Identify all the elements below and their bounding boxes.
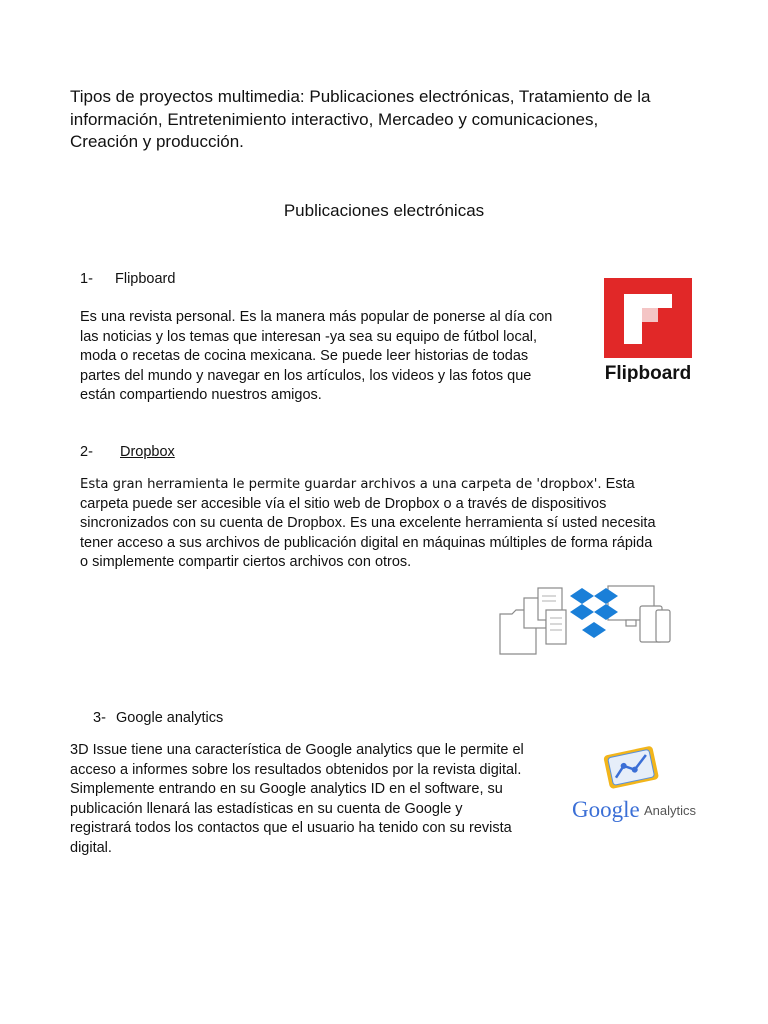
flipboard-logo-icon: [604, 278, 692, 382]
item-number: 1-: [80, 271, 93, 287]
dropbox-icon: [570, 588, 618, 638]
intro-paragraph: [70, 86, 710, 154]
flipboard-logo-text: Flipboard: [604, 363, 692, 382]
text-line: acceso a informes sobre los resultados obtenidos por la revista digital.: [70, 761, 522, 778]
text-line: están compartiendo nuestros amigos.: [80, 387, 322, 403]
text-line: sincronizados con su cuenta de Dropbox. Es una excelente herramienta sí usted necesita: [80, 515, 656, 531]
item-title: Flipboard: [115, 271, 176, 287]
item-title: Dropbox: [120, 444, 175, 460]
intro-line: Tipos de proyectos multimedia: Publicaciones electrónicas, Tratamiento de la: [70, 87, 651, 106]
intro-line: Creación y producción.: [70, 132, 244, 151]
dropbox-illustration: [496, 584, 682, 658]
text-line: [80, 475, 700, 495]
text-line: publicación llenará las estadísticas en su cuenta de Google y: [70, 800, 463, 817]
item-heading-google-analytics: [93, 710, 223, 726]
lead-text: Esta gran herramienta le permite guardar archivos a una carpeta de 'dropbox'.: [80, 477, 602, 492]
lead-rest-text: Esta: [601, 476, 635, 492]
item-description-dropbox: [80, 475, 700, 573]
analytics-logo-text: Analytics: [644, 803, 697, 818]
section-title: Publicaciones electrónicas: [283, 201, 485, 220]
text-line: Es una revista personal. Es la manera más popular de ponerse al día con: [80, 309, 553, 325]
item-heading-dropbox: [80, 444, 175, 460]
item-number: 3-: [93, 710, 106, 726]
text-line: Simplemente entrando en su Google analytics ID en el software, su: [70, 781, 503, 797]
item-description-flipboard: [80, 308, 600, 406]
text-line: o simplemente compartir ciertos archivos con otros.: [80, 554, 412, 570]
text-line: registrará todos los contactos que el usuario ha tenido con su revista: [70, 820, 512, 836]
text-line: tener acceso a sus archivos de publicación digital en máquinas múltiples de forma rápida: [80, 534, 653, 551]
item-description-google-analytics: [70, 741, 570, 858]
analytics-chart-icon: [568, 745, 698, 825]
item-title: Google analytics: [116, 710, 224, 726]
text-line: carpeta puede ser accesible vía el sitio web de Dropbox o a través de dispositivos: [80, 495, 607, 512]
text-line: las noticias y los temas que interesan -ya sea su equipo de fútbol local,: [80, 328, 538, 345]
text-line: partes del mundo y navegar en los artículos, los videos y las fotos que: [80, 367, 532, 384]
item-number: 2-: [80, 444, 93, 460]
intro-line: información, Entretenimiento interactivo, Mercadeo y comunicaciones,: [70, 109, 599, 129]
dropbox-illustration-icon: [496, 584, 682, 658]
flipboard-logo: [604, 278, 692, 382]
item-heading-flipboard: [80, 271, 175, 287]
text-line: moda o recetas de cocina mexicana. Se puede leer historias de todas: [80, 348, 529, 364]
google-logo-text: Google: [572, 797, 640, 822]
text-line: digital.: [70, 839, 112, 856]
google-analytics-logo: [568, 745, 698, 825]
text-line: 3D Issue tiene una característica de Google analytics que le permite el: [70, 742, 524, 758]
